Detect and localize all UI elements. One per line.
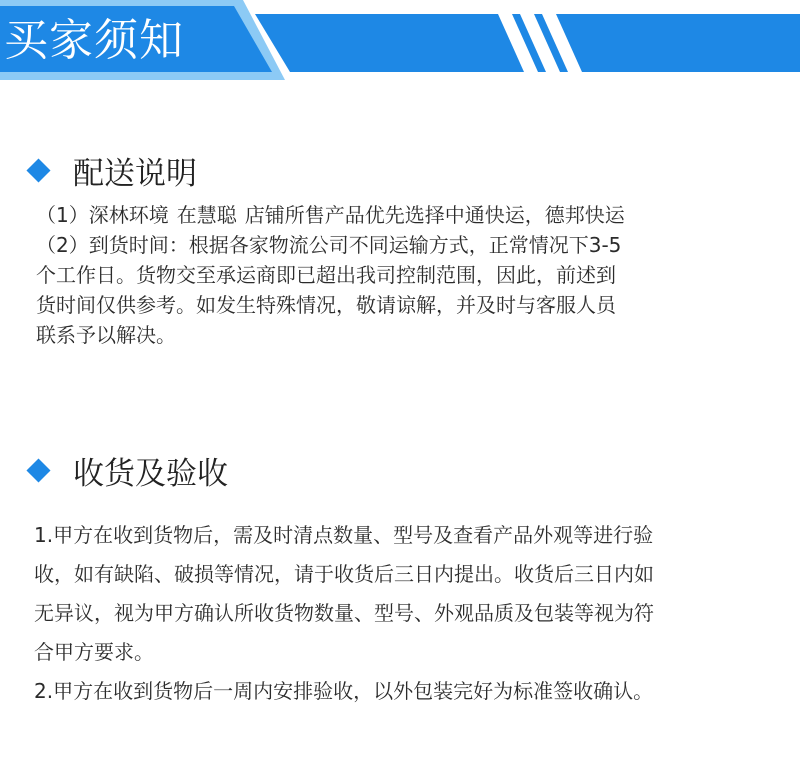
acceptance-line: 合甲方要求。: [34, 640, 154, 664]
diamond-bullet-icon: [26, 458, 50, 482]
section-header-delivery: [26, 150, 197, 190]
delivery-line: （1）深林环境 在慧聪 店铺所售产品优先选择中通快运，德邦快运: [36, 203, 625, 227]
delivery-line: 个工作日。货物交至承运商即已超出我司控制范围，因此，前述到: [36, 263, 616, 287]
header-banner: [0, 0, 800, 80]
delivery-line: 货时间仅供参考。如发生特殊情况，敬请谅解，并及时与客服人员: [36, 293, 616, 317]
diamond-bullet-icon: [26, 158, 50, 182]
acceptance-line: 2.甲方在收到货物后一周内安排验收，以外包装完好为标准签收确认。: [34, 679, 654, 703]
acceptance-line: 收，如有缺陷、破损等情况，请于收货后三日内提出。收货后三日内如: [34, 562, 654, 586]
page-title: 买家须知: [4, 15, 184, 66]
section-title-delivery: 配送说明: [73, 155, 197, 192]
delivery-notes: [36, 200, 625, 350]
section-title-acceptance: 收货及验收: [73, 455, 228, 492]
acceptance-notes: [34, 516, 654, 711]
acceptance-line: 无异议，视为甲方确认所收货物数量、型号、外观品质及包装等视为符: [34, 601, 654, 625]
delivery-line: 联系予以解决。: [36, 323, 176, 347]
delivery-line: （2）到货时间：根据各家物流公司不同运输方式，正常情况下3-5: [36, 233, 622, 257]
section-header-acceptance: [26, 450, 228, 490]
acceptance-line: 1.甲方在收到货物后，需及时清点数量、型号及查看产品外观等进行验: [34, 523, 654, 547]
